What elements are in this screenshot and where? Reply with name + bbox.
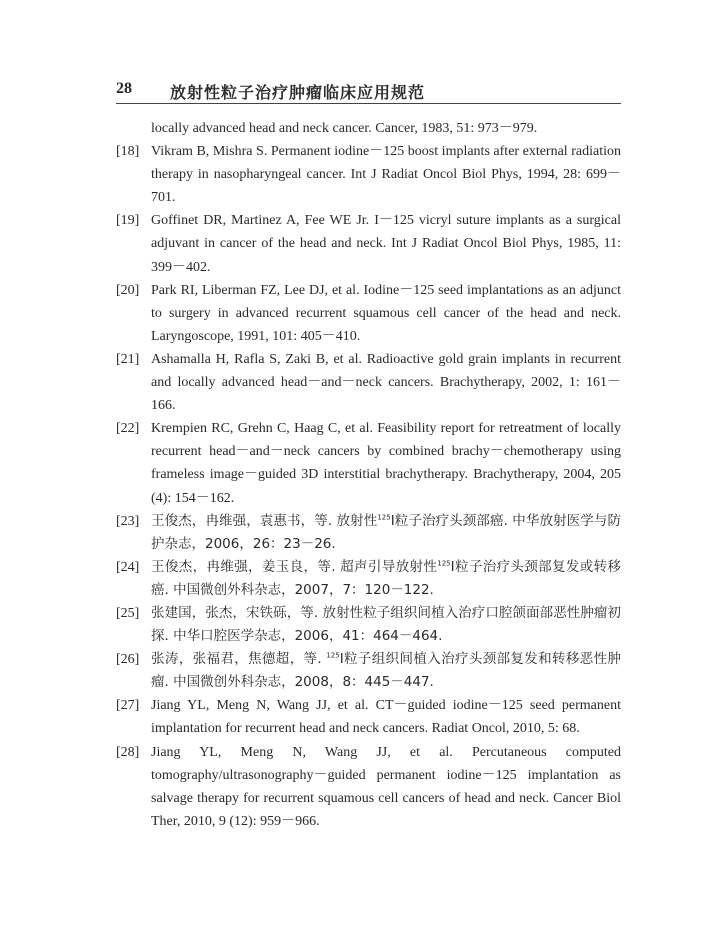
page-header: [116, 80, 621, 102]
reference-number: [24]: [116, 559, 140, 575]
reference-text-pre: 王俊杰，冉维强，袁惠书，等. 放射性: [151, 512, 378, 529]
page-number: 28: [116, 80, 132, 97]
reference-number: [23]: [116, 513, 140, 529]
reference-text: Ashamalla H, Rafla S, Zaki B, et al. Radioactive gold grain implants in recurrent and locally advanced head－and－neck cancers. Brachytherapy, 2002, 1: 161－166.: [151, 351, 621, 414]
reference-text-post: I粒子组织间植入治疗头颈部复发和转移恶性肿瘤. 中国微创外科杂志，2008，8：445－447.: [151, 651, 621, 691]
reference-list: [116, 117, 621, 833]
reference-24: [116, 556, 621, 602]
reference-number: [26]: [116, 652, 140, 668]
reference-number: [25]: [116, 605, 140, 621]
reference-text-pre: 张涛，张福君，焦德超，等.: [151, 651, 327, 668]
reference-text: Goffinet DR, Martinez A, Fee WE Jr. I－125 vicryl suture implants as a surgical adjuvant in cancer of the head and neck. Int J Radiat Oncol Biol Phys, 1985, 11: 399－402.: [151, 213, 621, 275]
reference-number: [28]: [116, 744, 140, 760]
reference-20: [116, 279, 621, 348]
reference-text-pre: 王俊杰，冉维强，姜玉良，等. 超声引导放射性: [151, 558, 438, 575]
reference-text: locally advanced head and neck cancer. Cancer, 1983, 51: 973－979.: [151, 121, 538, 136]
reference-text: Jiang YL, Meng N, Wang JJ, et al. CT－guided iodine－125 seed permanent implantation for recurrent head and neck cancers. Radiat Oncol, 2010, 5: 68.: [151, 698, 621, 737]
reference-text-post: I粒子治疗头颈部复发或转移癌. 中国微创外科杂志，2007，7：120－122.: [151, 558, 621, 598]
reference-text-post: I粒子治疗头颈部癌. 中华放射医学与防护杂志，2006，26：23－26.: [151, 512, 621, 552]
reference-number: [22]: [116, 421, 140, 437]
reference-text: [116, 602, 621, 648]
reference-number: [27]: [116, 698, 140, 714]
reference-28: [116, 741, 621, 833]
reference-text: [116, 556, 621, 602]
reference-25: [116, 602, 621, 648]
reference-number: [19]: [116, 213, 140, 229]
book-title: 放射性粒子治疗肿瘤临床应用规范: [170, 85, 426, 102]
reference-text: Vikram B, Mishra S. Permanent iodine－125 boost implants after external radiation therapy in nasopharyngeal cancer. Int J Radiat Oncol Biol Phys, 1994, 28: 699－701.: [151, 144, 621, 206]
header-rule: [116, 103, 621, 104]
reference-text-pre: 张建国，张杰，宋铁砾，等. 放射性粒子组织间植入治疗口腔颌面部恶性肿瘤初探. 中华口腔医学杂志，2006，41：464－464.: [151, 604, 621, 645]
reference-26: [116, 648, 621, 694]
isotope-superscript: 125: [377, 513, 391, 522]
reference-18: [116, 140, 621, 209]
reference-text: Park RI, Liberman FZ, Lee DJ, et al. Iodine－125 seed implantations as an adjunct to surgery in advanced recurrent squamous cell cancer of the head and neck. Laryngoscope, 1991, 101: 405－410.: [151, 282, 621, 344]
reference-text: [116, 648, 621, 694]
reference-22: [116, 417, 621, 509]
reference-19: [116, 209, 621, 278]
reference-number: [20]: [116, 282, 140, 298]
reference-text: [116, 510, 621, 556]
reference-number: [21]: [116, 351, 140, 367]
isotope-superscript: 125: [326, 651, 340, 660]
reference-21: [116, 348, 621, 417]
reference-continuation: [116, 117, 621, 140]
reference-number: [18]: [116, 144, 140, 160]
reference-23: [116, 510, 621, 556]
reference-text: Krempien RC, Grehn C, Haag C, et al. Feasibility report for retreatment of locally recurrent head－and－neck cancers by combined brachy－chemotherapy using frameless image－guided 3D interstitial brachytherapy. Brachytherapy, 2004, 205 (4): 154－162.: [151, 421, 621, 506]
isotope-superscript: 125: [437, 559, 451, 568]
reference-27: [116, 694, 621, 740]
reference-text: Jiang YL, Meng N, Wang JJ, et al. Percutaneous computed tomography/ultrasonography－guided permanent iodine－125 implantation as salvage therapy for recurrent squamous cell cancers of head and neck. Cancer Biol Ther, 2010, 9 (12): 959－966.: [151, 744, 621, 829]
